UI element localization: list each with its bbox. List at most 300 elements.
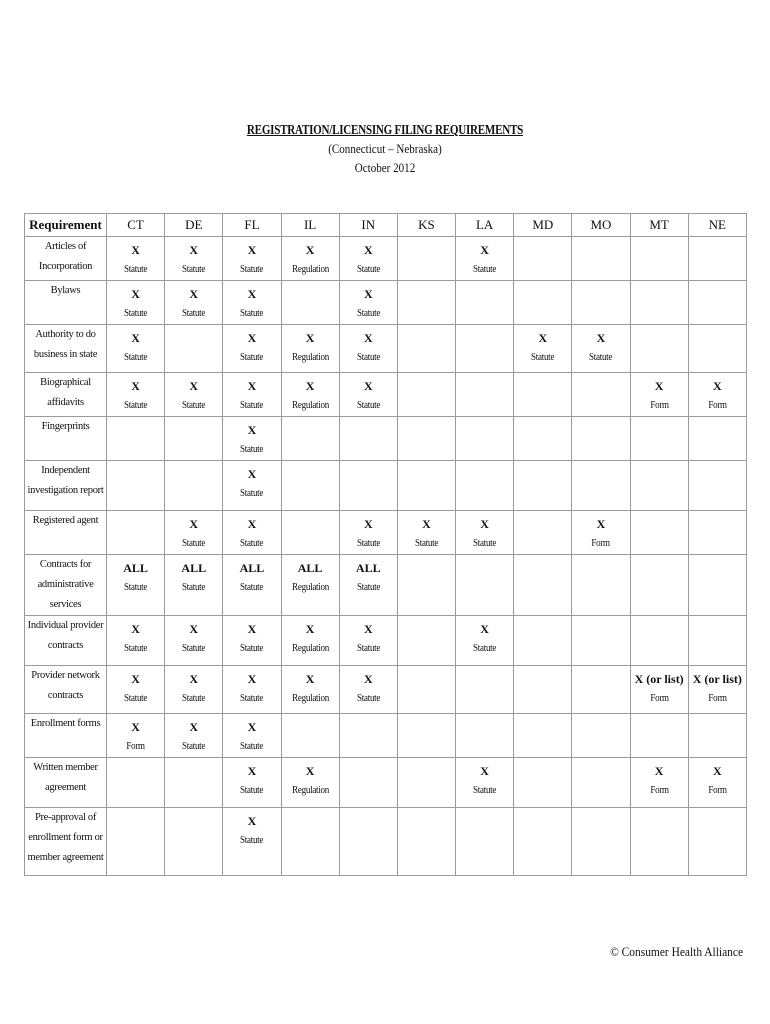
requirement-cell-in — [339, 237, 397, 281]
requirement-cell-mt — [630, 461, 688, 511]
requirement-source: Statute — [182, 582, 206, 593]
requirement-cell-de — [165, 325, 223, 373]
requirement-cell-il — [281, 417, 339, 461]
table-row — [25, 373, 747, 417]
requirement-cell-md — [514, 555, 572, 616]
requirement-cell-md — [514, 373, 572, 417]
requirement-cell-ne — [688, 616, 746, 666]
requirement-cell-in — [339, 616, 397, 666]
requirement-cell-mo — [572, 666, 630, 714]
requirement-mark: X — [422, 517, 431, 531]
requirement-cell-ct — [107, 555, 165, 616]
requirement-cell-ks — [397, 555, 455, 616]
requirement-source: Regulation — [291, 352, 329, 363]
requirement-cell-in — [339, 373, 397, 417]
document-header — [0, 122, 770, 176]
requirement-mark: X — [712, 379, 722, 393]
requirement-cell-mt — [630, 616, 688, 666]
requirement-cell-de — [165, 237, 223, 281]
requirement-cell-md — [514, 616, 572, 666]
requirement-cell-fl — [223, 373, 281, 417]
requirement-mark: ALL — [181, 561, 207, 575]
requirement-source: Statute — [182, 400, 206, 411]
requirement-mark: X — [363, 672, 373, 686]
requirement-cell-in — [339, 511, 397, 555]
requirement-label: Registered agent — [25, 511, 107, 555]
table-row — [25, 758, 747, 808]
requirement-cell-in — [339, 555, 397, 616]
requirement-cell-la — [456, 616, 514, 666]
requirement-cell-md — [514, 511, 572, 555]
requirement-source: Form — [708, 693, 727, 704]
requirement-cell-la — [456, 325, 514, 373]
requirement-column-header: Requirement — [25, 214, 107, 237]
requirement-source: Statute — [124, 400, 148, 411]
requirement-label: Independent investigation report — [25, 461, 107, 511]
requirement-source: Regulation — [291, 643, 329, 654]
requirement-source: Statute — [240, 352, 264, 363]
state-column-header-la: LA — [456, 214, 514, 237]
requirement-mark: X — [131, 287, 140, 301]
requirement-source: Statute — [182, 264, 206, 275]
requirement-cell-ks — [397, 417, 455, 461]
requirement-mark: X — [480, 243, 489, 257]
requirement-source: Statute — [124, 693, 148, 704]
requirement-cell-in — [339, 461, 397, 511]
requirement-cell-fl — [223, 511, 281, 555]
requirement-cell-la — [456, 237, 514, 281]
requirement-cell-ne — [688, 417, 746, 461]
requirement-cell-md — [514, 666, 572, 714]
requirement-mark: X — [131, 331, 140, 345]
requirement-cell-ks — [397, 511, 455, 555]
copyright-footer: © Consumer Health Alliance — [610, 944, 743, 959]
requirement-mark: X — [247, 331, 257, 345]
requirement-cell-in — [339, 325, 397, 373]
requirement-cell-fl — [223, 666, 281, 714]
requirement-source: Statute — [182, 308, 206, 319]
requirement-cell-mt — [630, 325, 688, 373]
table-row — [25, 555, 747, 616]
requirement-source: Statute — [240, 264, 264, 275]
requirement-cell-mt — [630, 666, 688, 714]
requirement-cell-md — [514, 417, 572, 461]
requirement-cell-md — [514, 325, 572, 373]
table-row — [25, 714, 747, 758]
requirement-mark: X — [712, 764, 722, 778]
requirement-source: Statute — [240, 400, 264, 411]
requirement-source: Statute — [240, 741, 264, 752]
table-header-row — [25, 214, 747, 237]
requirement-mark: X — [189, 243, 199, 257]
requirement-cell-ct — [107, 616, 165, 666]
requirement-source: Statute — [240, 444, 264, 455]
requirement-cell-la — [456, 281, 514, 325]
requirement-cell-il — [281, 281, 339, 325]
requirement-cell-il — [281, 511, 339, 555]
requirement-source: Statute — [240, 693, 264, 704]
requirement-source: Statute — [240, 538, 264, 549]
requirement-mark: X — [363, 243, 373, 257]
requirement-cell-la — [456, 461, 514, 511]
requirement-cell-ne — [688, 808, 746, 876]
requirement-cell-fl — [223, 555, 281, 616]
requirement-mark: X — [131, 243, 140, 257]
requirement-cell-la — [456, 758, 514, 808]
requirement-mark: X — [247, 517, 257, 531]
requirement-mark: ALL — [297, 561, 323, 575]
requirement-cell-fl — [223, 461, 281, 511]
requirement-cell-in — [339, 714, 397, 758]
requirement-mark: X — [305, 379, 315, 393]
table-row — [25, 281, 747, 325]
requirement-cell-md — [514, 714, 572, 758]
requirement-mark: X — [247, 764, 257, 778]
requirement-label: Articles of Incorporation — [25, 237, 107, 281]
requirement-cell-mo — [572, 281, 630, 325]
requirement-cell-de — [165, 666, 223, 714]
requirement-cell-ne — [688, 511, 746, 555]
requirement-mark: X — [131, 379, 140, 393]
requirement-cell-mo — [572, 511, 630, 555]
state-column-header-in: IN — [339, 214, 397, 237]
requirement-cell-ks — [397, 461, 455, 511]
requirement-source: Statute — [240, 643, 264, 654]
requirement-cell-de — [165, 758, 223, 808]
requirement-source: Statute — [531, 352, 555, 363]
requirement-cell-de — [165, 417, 223, 461]
requirement-source: Statute — [356, 400, 380, 411]
requirement-cell-la — [456, 666, 514, 714]
requirement-cell-ks — [397, 325, 455, 373]
requirement-cell-mo — [572, 758, 630, 808]
table-row — [25, 666, 747, 714]
requirement-mark: X — [131, 622, 140, 636]
requirement-source: Statute — [240, 488, 264, 499]
requirement-cell-md — [514, 461, 572, 511]
requirement-cell-mt — [630, 373, 688, 417]
requirement-label: Pre-approval of enrollment form or member agreement — [25, 808, 107, 876]
table-row — [25, 461, 747, 511]
requirement-label: Biographical affidavits — [25, 373, 107, 417]
requirement-cell-de — [165, 555, 223, 616]
requirement-cell-ks — [397, 281, 455, 325]
state-column-header-il: IL — [281, 214, 339, 237]
requirement-label: Fingerprints — [25, 417, 107, 461]
requirement-source: Regulation — [291, 400, 329, 411]
requirement-source: Form — [708, 400, 727, 411]
requirement-mark: X — [247, 814, 257, 828]
requirement-mark: X — [480, 764, 489, 778]
requirement-mark: X — [654, 379, 664, 393]
requirement-source: Statute — [473, 643, 497, 654]
requirement-source: Form — [649, 785, 669, 796]
requirement-mark: X — [480, 622, 489, 636]
requirement-cell-in — [339, 808, 397, 876]
requirement-mark: X — [363, 287, 373, 301]
requirement-cell-mt — [630, 808, 688, 876]
requirement-source: Statute — [356, 582, 380, 593]
requirement-cell-mo — [572, 714, 630, 758]
requirement-mark: X — [596, 331, 606, 345]
requirement-mark: X — [305, 764, 315, 778]
requirement-source: Statute — [182, 538, 206, 549]
requirement-source: Statute — [124, 352, 148, 363]
table-row — [25, 237, 747, 281]
requirement-mark: X (or list) — [634, 672, 684, 686]
requirement-source: Statute — [356, 693, 380, 704]
requirement-source: Form — [126, 741, 145, 752]
requirement-cell-fl — [223, 714, 281, 758]
requirement-cell-il — [281, 373, 339, 417]
requirement-cell-il — [281, 758, 339, 808]
table-row — [25, 325, 747, 373]
requirement-source: Statute — [356, 643, 380, 654]
requirement-mark: X — [305, 622, 315, 636]
document-date: October 2012 — [354, 160, 416, 175]
requirement-cell-ks — [397, 758, 455, 808]
requirement-cell-mt — [630, 237, 688, 281]
requirement-cell-ne — [688, 461, 746, 511]
requirement-label: Individual provider contracts — [25, 616, 107, 666]
requirement-source: Statute — [473, 264, 497, 275]
requirement-mark: X — [247, 287, 257, 301]
requirement-cell-mo — [572, 237, 630, 281]
requirement-cell-mo — [572, 616, 630, 666]
requirement-cell-md — [514, 237, 572, 281]
requirement-mark: ALL — [355, 561, 381, 575]
requirement-cell-la — [456, 417, 514, 461]
requirement-mark: X — [363, 517, 373, 531]
table-row — [25, 511, 747, 555]
requirement-source: Statute — [182, 741, 206, 752]
requirement-cell-ct — [107, 511, 165, 555]
state-column-header-de: DE — [165, 214, 223, 237]
requirement-cell-ne — [688, 325, 746, 373]
requirement-cell-ne — [688, 373, 746, 417]
requirement-cell-mt — [630, 511, 688, 555]
state-column-header-fl: FL — [223, 214, 281, 237]
requirement-cell-in — [339, 666, 397, 714]
requirement-cell-la — [456, 373, 514, 417]
requirement-mark: X — [131, 720, 140, 734]
document-title: REGISTRATION/LICENSING FILING REQUIREMENTS — [246, 122, 524, 137]
requirement-mark: X (or list) — [692, 672, 742, 686]
requirement-cell-ct — [107, 237, 165, 281]
requirement-cell-fl — [223, 808, 281, 876]
requirement-mark: X — [189, 517, 199, 531]
requirement-cell-ct — [107, 666, 165, 714]
requirement-source: Statute — [240, 835, 264, 846]
requirement-mark: X — [538, 331, 548, 345]
requirement-cell-ct — [107, 325, 165, 373]
requirement-mark: X — [247, 379, 257, 393]
requirement-mark: X — [305, 331, 315, 345]
requirement-source: Statute — [473, 538, 497, 549]
requirement-mark: X — [189, 720, 199, 734]
requirement-source: Statute — [356, 308, 380, 319]
requirement-label: Provider network contracts — [25, 666, 107, 714]
requirement-source: Statute — [356, 264, 380, 275]
requirement-label: Enrollment forms — [25, 714, 107, 758]
requirement-mark: X — [363, 379, 373, 393]
state-column-header-ne: NE — [688, 214, 746, 237]
requirement-cell-in — [339, 758, 397, 808]
requirement-cell-ne — [688, 666, 746, 714]
requirement-mark: X — [247, 467, 257, 481]
requirement-cell-in — [339, 281, 397, 325]
requirement-source: Regulation — [291, 693, 329, 704]
requirement-source: Form — [708, 785, 727, 796]
requirement-mark: X — [363, 331, 373, 345]
requirement-source: Statute — [356, 538, 380, 549]
requirement-cell-in — [339, 417, 397, 461]
requirement-cell-il — [281, 237, 339, 281]
requirement-mark: X — [189, 672, 199, 686]
requirement-cell-ks — [397, 714, 455, 758]
requirement-cell-ks — [397, 808, 455, 876]
table-row — [25, 417, 747, 461]
requirement-source: Regulation — [291, 785, 329, 796]
requirement-cell-la — [456, 511, 514, 555]
requirement-mark: ALL — [123, 561, 148, 575]
requirement-cell-mo — [572, 461, 630, 511]
requirement-cell-ks — [397, 237, 455, 281]
requirement-mark: X — [305, 243, 315, 257]
requirement-source: Regulation — [291, 264, 329, 275]
requirement-cell-md — [514, 281, 572, 325]
requirement-cell-de — [165, 461, 223, 511]
requirement-cell-la — [456, 555, 514, 616]
requirement-cell-mo — [572, 373, 630, 417]
requirement-cell-ks — [397, 373, 455, 417]
requirement-cell-de — [165, 808, 223, 876]
state-column-header-ks: KS — [397, 214, 455, 237]
requirement-mark: X — [247, 672, 257, 686]
requirement-cell-fl — [223, 758, 281, 808]
state-column-header-mt: MT — [630, 214, 688, 237]
requirement-source: Form — [591, 538, 611, 549]
requirement-mark: X — [596, 517, 606, 531]
requirement-cell-il — [281, 666, 339, 714]
requirement-label: Bylaws — [25, 281, 107, 325]
requirement-cell-mt — [630, 555, 688, 616]
requirement-cell-mt — [630, 714, 688, 758]
requirement-source: Statute — [124, 643, 148, 654]
requirement-cell-ne — [688, 555, 746, 616]
requirement-mark: X — [247, 622, 257, 636]
requirement-cell-il — [281, 616, 339, 666]
requirement-cell-mt — [630, 758, 688, 808]
state-column-header-md: MD — [514, 214, 572, 237]
requirement-cell-ne — [688, 237, 746, 281]
requirement-source: Form — [649, 693, 669, 704]
requirement-cell-mt — [630, 281, 688, 325]
requirement-cell-mo — [572, 808, 630, 876]
requirement-label: Contracts for administrative services — [25, 555, 107, 616]
state-column-header-mo: MO — [572, 214, 630, 237]
requirement-source: Regulation — [291, 582, 329, 593]
requirement-source: Statute — [473, 785, 497, 796]
requirement-source: Statute — [124, 582, 148, 593]
requirement-label: Written member agreement — [25, 758, 107, 808]
requirement-mark: ALL — [239, 561, 265, 575]
requirement-cell-la — [456, 808, 514, 876]
requirement-mark: X — [363, 622, 373, 636]
requirement-cell-de — [165, 373, 223, 417]
requirement-source: Statute — [356, 352, 380, 363]
requirement-cell-mo — [572, 325, 630, 373]
requirements-table — [24, 213, 747, 876]
requirement-source: Statute — [589, 352, 613, 363]
requirement-mark: X — [305, 672, 315, 686]
requirement-cell-ct — [107, 417, 165, 461]
requirement-cell-il — [281, 461, 339, 511]
requirement-cell-fl — [223, 237, 281, 281]
requirement-mark: X — [480, 517, 489, 531]
requirement-cell-fl — [223, 325, 281, 373]
requirement-cell-il — [281, 325, 339, 373]
document-subtitle: (Connecticut – Nebraska) — [328, 141, 442, 156]
requirement-source: Form — [649, 400, 669, 411]
requirement-source: Statute — [240, 582, 264, 593]
requirement-cell-mo — [572, 417, 630, 461]
table-row — [25, 616, 747, 666]
requirement-cell-ct — [107, 281, 165, 325]
requirement-source: Statute — [124, 308, 148, 319]
requirement-cell-ct — [107, 461, 165, 511]
requirement-cell-la — [456, 714, 514, 758]
requirement-mark: X — [654, 764, 664, 778]
requirement-source: Statute — [414, 538, 438, 549]
requirement-cell-md — [514, 758, 572, 808]
state-column-header-ct: CT — [107, 214, 165, 237]
requirement-cell-ct — [107, 758, 165, 808]
requirement-source: Statute — [124, 264, 148, 275]
requirement-cell-md — [514, 808, 572, 876]
requirement-cell-ct — [107, 373, 165, 417]
requirement-cell-ne — [688, 714, 746, 758]
requirement-cell-ne — [688, 281, 746, 325]
requirement-label: Authority to do business in state — [25, 325, 107, 373]
requirement-cell-ks — [397, 666, 455, 714]
requirement-cell-de — [165, 616, 223, 666]
requirement-mark: X — [189, 287, 199, 301]
requirement-cell-ct — [107, 808, 165, 876]
requirement-cell-il — [281, 555, 339, 616]
requirement-cell-ks — [397, 616, 455, 666]
requirement-source: Statute — [240, 785, 264, 796]
requirement-cell-ct — [107, 714, 165, 758]
requirement-mark: X — [189, 379, 199, 393]
requirement-cell-fl — [223, 281, 281, 325]
table-row — [25, 808, 747, 876]
requirement-mark: X — [247, 720, 257, 734]
requirement-cell-fl — [223, 417, 281, 461]
requirement-cell-il — [281, 808, 339, 876]
requirement-mark: X — [131, 672, 140, 686]
requirement-cell-ne — [688, 758, 746, 808]
requirement-cell-de — [165, 714, 223, 758]
requirement-mark: X — [247, 243, 257, 257]
requirement-cell-mo — [572, 555, 630, 616]
requirement-cell-de — [165, 511, 223, 555]
requirement-cell-mt — [630, 417, 688, 461]
requirement-cell-fl — [223, 616, 281, 666]
requirement-cell-il — [281, 714, 339, 758]
requirement-source: Statute — [182, 693, 206, 704]
requirement-mark: X — [247, 423, 257, 437]
